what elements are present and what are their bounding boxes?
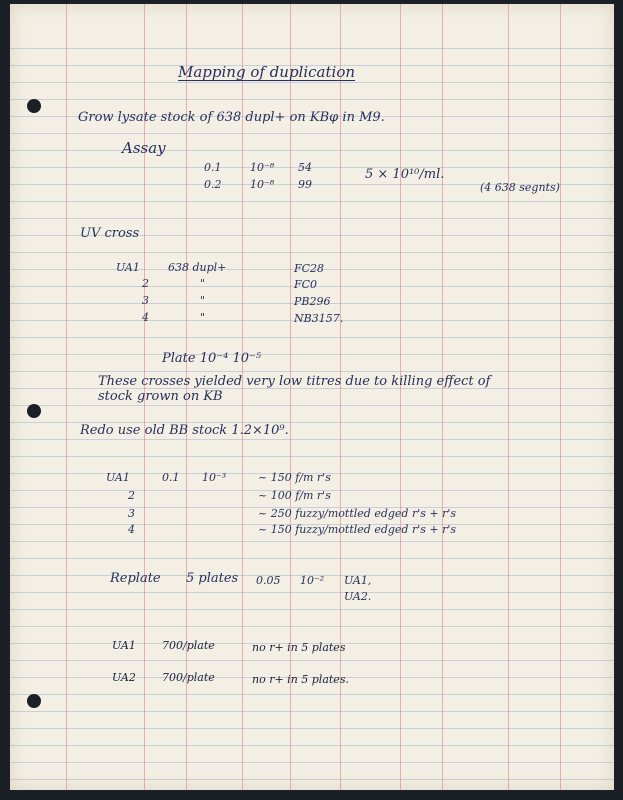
ua-result-1-text: ~ 150 f/m r's [258, 471, 331, 484]
ruled-line [10, 456, 614, 457]
ruled-line [10, 762, 614, 763]
uv-row-4-id: 4 [142, 311, 149, 324]
uv-row-4-strain: " [200, 311, 206, 324]
ruled-line [10, 592, 614, 593]
assay-row-1-count: 54 [298, 161, 312, 174]
ruled-line [10, 201, 614, 202]
final-2-count: 700/plate [162, 671, 215, 684]
final-2-result: no r+ in 5 plates. [252, 673, 349, 686]
ruled-line [10, 167, 614, 168]
ua-result-4-id: 4 [128, 523, 135, 536]
margin-line [442, 4, 443, 790]
replate-exponent: 10⁻² [300, 574, 325, 587]
plate-line: Plate 10⁻⁴ 10⁻⁵ [162, 351, 262, 366]
margin-line [560, 4, 561, 790]
ruled-line [10, 694, 614, 695]
uv-row-1-strain: 638 dupl+ [168, 261, 227, 274]
ruled-line [10, 337, 614, 338]
final-1-result: no r+ in 5 plates [252, 641, 346, 654]
assay-row-1-exponent: 10⁻⁸ [250, 161, 275, 174]
ruled-line [10, 609, 614, 610]
ruled-line [10, 541, 614, 542]
uv-row-1-id: UA1 [116, 261, 140, 274]
assay-row-2-exponent: 10⁻⁸ [250, 178, 275, 191]
ua-result-1-exponent: 10⁻³ [202, 471, 227, 484]
crosses-note-line-1: These crosses yielded very low titres due to killing effect of [98, 374, 491, 389]
ruled-line [10, 728, 614, 729]
page-title: Mapping of duplication [178, 63, 356, 81]
assay-result: 5 × 10¹⁰/ml. [365, 167, 445, 182]
replate-plates: 5 plates [186, 571, 239, 586]
ruled-line [10, 558, 614, 559]
ruled-line [10, 82, 614, 83]
ruled-line [10, 150, 614, 151]
ruled-line [10, 779, 614, 780]
ua-result-2-id: 2 [128, 489, 135, 502]
punch-hole-middle [27, 404, 41, 418]
ruled-line [10, 99, 614, 100]
final-2-id: UA2 [112, 671, 136, 684]
uv-row-2-cross: FC0 [294, 278, 318, 291]
assay-row-2-dilution: 0.2 [204, 178, 222, 191]
uv-row-2-strain: " [200, 277, 206, 290]
crosses-note-line-2: stock grown on KB [98, 389, 223, 404]
ruled-line [10, 371, 614, 372]
uv-row-3-id: 3 [142, 294, 149, 307]
ruled-line [10, 626, 614, 627]
replate-dilution: 0.05 [256, 574, 281, 587]
ua-result-4-text: ~ 150 fuzzy/mottled edged r's + r's [258, 523, 457, 536]
final-1-id: UA1 [112, 639, 136, 652]
assay-note: (4 638 segnts) [480, 181, 560, 194]
redo-line: Redo use old BB stock 1.2×10⁹. [80, 423, 289, 438]
replate-label: Replate [110, 571, 161, 586]
ruled-line [10, 133, 614, 134]
uv-row-3-cross: PB296 [294, 295, 331, 308]
assay-row-2-count: 99 [298, 178, 312, 191]
punch-hole-bottom [27, 694, 41, 708]
ruled-line [10, 354, 614, 355]
uv-row-4-cross: NB3157. [294, 312, 344, 325]
punch-hole-top [27, 99, 41, 113]
uv-cross-label: UV cross [80, 226, 140, 241]
notebook-page [10, 4, 614, 790]
ruled-line [10, 48, 614, 49]
margin-line [400, 4, 401, 790]
final-1-count: 700/plate [162, 639, 215, 652]
ruled-line [10, 252, 614, 253]
ruled-line [10, 218, 614, 219]
replate-ids-2: UA2. [344, 590, 372, 603]
margin-line [66, 4, 67, 790]
ua-result-2-text: ~ 100 f/m r's [258, 489, 331, 502]
assay-row-1-dilution: 0.1 [204, 161, 222, 174]
margin-line [508, 4, 509, 790]
ruled-line [10, 660, 614, 661]
ua-result-1-id: UA1 [106, 471, 130, 484]
ruled-line [10, 439, 614, 440]
intro-line: Grow lysate stock of 638 dupl+ on KBφ in M9. [78, 110, 385, 125]
uv-row-3-strain: " [200, 294, 206, 307]
ua-result-3-id: 3 [128, 507, 135, 520]
ruled-line [10, 405, 614, 406]
ua-result-3-text: ~ 250 fuzzy/mottled edged r's + r's [258, 507, 457, 520]
ruled-line [10, 711, 614, 712]
uv-row-1-cross: FC28 [294, 262, 325, 275]
assay-label: Assay [122, 139, 166, 157]
replate-ids-1: UA1, [344, 574, 372, 587]
ua-result-1-dilution: 0.1 [162, 471, 180, 484]
uv-row-2-id: 2 [142, 277, 149, 290]
ruled-line [10, 745, 614, 746]
